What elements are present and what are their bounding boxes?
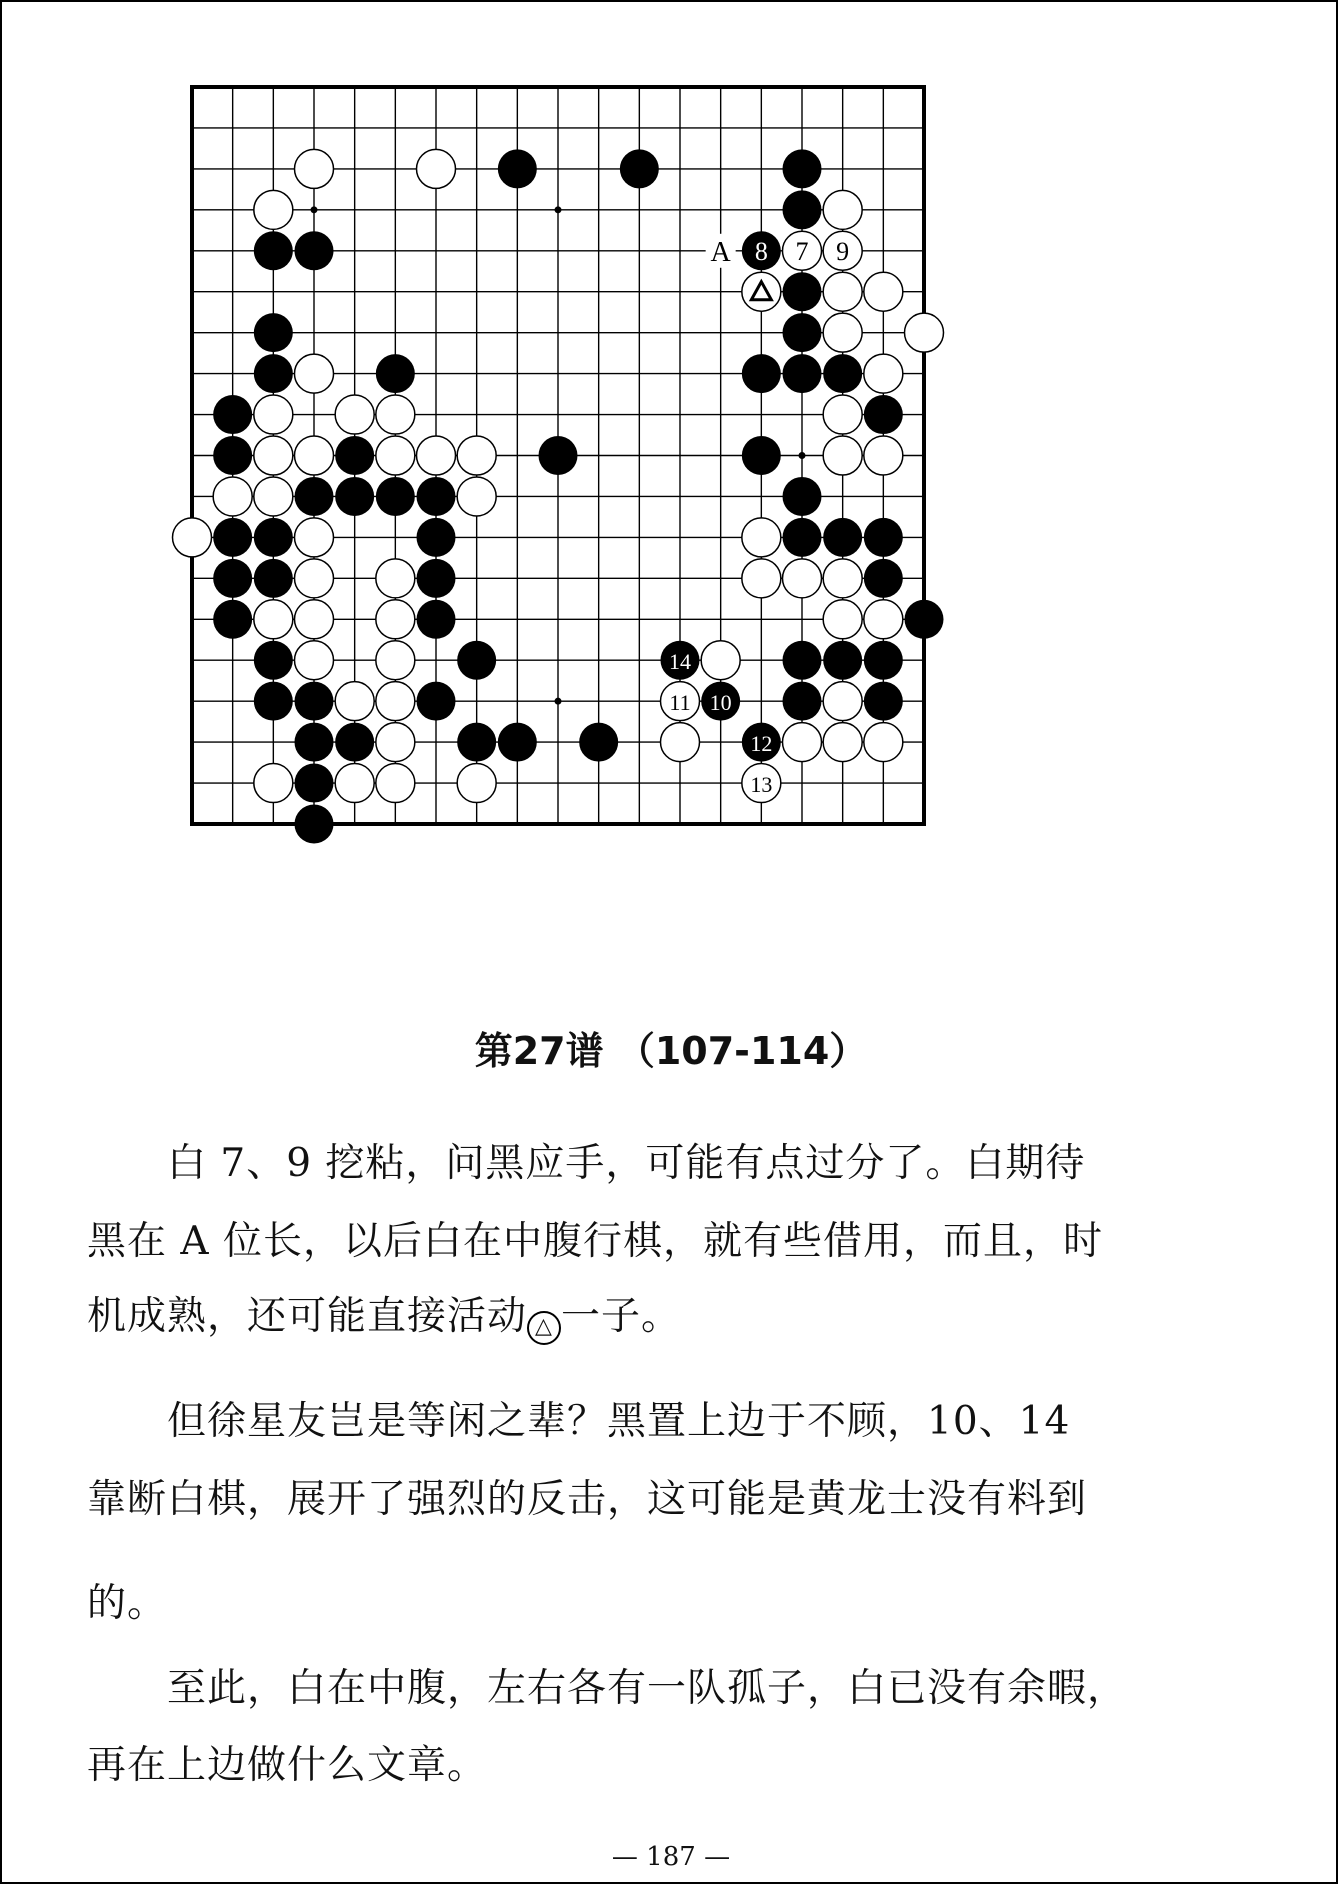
- text-segment: 一子。: [561, 1294, 682, 1339]
- triangle-stone-mark-icon: △: [527, 1311, 561, 1345]
- white-stone: [823, 395, 862, 434]
- paragraph-1-line-1: 白 7、9 挖粘，问黑应手，可能有点过分了。白期待: [167, 1141, 1086, 1186]
- black-stone: [213, 436, 252, 475]
- white-stone: [376, 764, 415, 803]
- white-stone: [701, 641, 740, 680]
- black-stone: [864, 682, 903, 721]
- white-stone: [783, 559, 822, 598]
- white-stone: [376, 600, 415, 639]
- white-stone: [335, 682, 374, 721]
- white-stone: [864, 723, 903, 762]
- white-stone: [823, 682, 862, 721]
- paragraph-1-line-2: 黑在 A 位长，以后白在中腹行棋，就有些借用，而且，时: [87, 1219, 1103, 1264]
- black-stone: [213, 600, 252, 639]
- black-stone: [254, 682, 293, 721]
- white-stone: [864, 600, 903, 639]
- white-stone: [864, 272, 903, 311]
- black-stone: [295, 723, 334, 762]
- white-stone: [457, 436, 496, 475]
- white-stone: [742, 559, 781, 598]
- black-stone: [823, 641, 862, 680]
- white-stone: [173, 518, 212, 557]
- paragraph-3-line-2: 再在上边做什么文章。: [87, 1743, 488, 1788]
- black-stone: [335, 723, 374, 762]
- white-stone: [213, 477, 252, 516]
- paragraph-3-line-1: 至此，白在中腹，左右各有一队孤子，白已没有余暇，: [167, 1666, 1128, 1711]
- black-stone: [783, 641, 822, 680]
- black-stone: [823, 354, 862, 393]
- go-board-diagram: [2, 2, 1338, 862]
- black-stone: [254, 559, 293, 598]
- white-stone: [335, 395, 374, 434]
- move-number: 8: [754, 236, 768, 266]
- paragraph-1-line-3: [87, 1285, 681, 1345]
- white-stone: [823, 600, 862, 639]
- white-stone: [376, 723, 415, 762]
- white-stone: [254, 600, 293, 639]
- black-stone: [498, 149, 537, 188]
- white-stone: [864, 354, 903, 393]
- black-stone: [295, 764, 334, 803]
- white-stone: [661, 723, 700, 762]
- white-stone: [254, 190, 293, 229]
- black-stone: [457, 723, 496, 762]
- black-stone: [783, 190, 822, 229]
- black-stone: [457, 641, 496, 680]
- black-stone: [783, 313, 822, 352]
- move-number: 13: [750, 772, 773, 798]
- black-stone: [254, 354, 293, 393]
- black-stone: [905, 600, 944, 639]
- star-point: [799, 452, 806, 459]
- white-stone: [295, 518, 334, 557]
- white-stone: [457, 764, 496, 803]
- text-segment: 机成熟，还可能直接活动: [87, 1294, 528, 1339]
- black-stone: [417, 518, 456, 557]
- black-stone: [254, 313, 293, 352]
- white-stone: [823, 313, 862, 352]
- black-stone: [335, 436, 374, 475]
- black-stone: [254, 641, 293, 680]
- white-stone: [254, 395, 293, 434]
- move-number: 10: [709, 690, 732, 716]
- point-letter: A: [710, 236, 731, 268]
- white-stone: [335, 764, 374, 803]
- black-stone: [783, 477, 822, 516]
- black-stone: [417, 600, 456, 639]
- star-point: [555, 698, 562, 705]
- white-stone: [823, 190, 862, 229]
- black-stone: [864, 395, 903, 434]
- white-stone: [417, 149, 456, 188]
- white-stone: [376, 436, 415, 475]
- black-stone: [417, 559, 456, 598]
- black-stone: [213, 395, 252, 434]
- black-stone: [254, 231, 293, 270]
- black-stone: [783, 518, 822, 557]
- black-stone: [823, 518, 862, 557]
- black-stone: [295, 477, 334, 516]
- white-stone: [742, 518, 781, 557]
- black-stone: [742, 354, 781, 393]
- marked-stone: [742, 272, 781, 311]
- white-stone: [376, 559, 415, 598]
- black-stone: [783, 682, 822, 721]
- black-stone: [295, 805, 334, 844]
- move-number: 11: [669, 690, 691, 716]
- black-stone: [376, 477, 415, 516]
- white-stone: [376, 395, 415, 434]
- black-stone: [864, 559, 903, 598]
- white-stone: [295, 600, 334, 639]
- paragraph-2-line-2: 靠断白棋，展开了强烈的反击，这可能是黄龙士没有料到: [87, 1477, 1088, 1522]
- white-stone: [457, 477, 496, 516]
- diagram-caption: 第27谱 （107-114）: [474, 1029, 868, 1073]
- black-stone: [295, 682, 334, 721]
- white-stone: [295, 436, 334, 475]
- white-stone: [864, 436, 903, 475]
- white-stone: [905, 313, 944, 352]
- star-point: [555, 206, 562, 213]
- paragraph-2-line-1: 但徐星友岂是等闲之辈？黑置上边于不顾，10、14: [167, 1399, 1071, 1444]
- move-number: 14: [669, 649, 691, 675]
- white-stone: [295, 559, 334, 598]
- page-number: — 187 —: [611, 1842, 731, 1872]
- move-number: 7: [795, 236, 809, 266]
- white-stone: [295, 354, 334, 393]
- move-number: 9: [836, 236, 850, 266]
- black-stone: [213, 559, 252, 598]
- white-stone: [823, 723, 862, 762]
- black-stone: [742, 436, 781, 475]
- black-stone: [417, 682, 456, 721]
- black-stone: [539, 436, 578, 475]
- star-point: [311, 206, 318, 213]
- black-stone: [579, 723, 618, 762]
- black-stone: [376, 354, 415, 393]
- black-stone: [254, 518, 293, 557]
- white-stone: [783, 723, 822, 762]
- black-stone: [335, 477, 374, 516]
- white-stone: [295, 149, 334, 188]
- black-stone: [864, 518, 903, 557]
- black-stone: [783, 354, 822, 393]
- white-stone: [376, 641, 415, 680]
- white-stone: [823, 436, 862, 475]
- move-number: 12: [750, 731, 773, 757]
- paragraph-2-line-3: 的。: [87, 1581, 168, 1626]
- black-stone: [213, 518, 252, 557]
- white-stone: [254, 477, 293, 516]
- black-stone: [620, 149, 659, 188]
- black-stone: [783, 149, 822, 188]
- white-stone: [254, 436, 293, 475]
- white-stone: [376, 682, 415, 721]
- black-stone: [864, 641, 903, 680]
- white-stone: [254, 764, 293, 803]
- black-stone: [295, 231, 334, 270]
- white-stone: [295, 641, 334, 680]
- white-stone: [417, 436, 456, 475]
- black-stone: [498, 723, 537, 762]
- black-stone: [417, 477, 456, 516]
- black-stone: [783, 272, 822, 311]
- white-stone: [823, 559, 862, 598]
- white-stone: [823, 272, 862, 311]
